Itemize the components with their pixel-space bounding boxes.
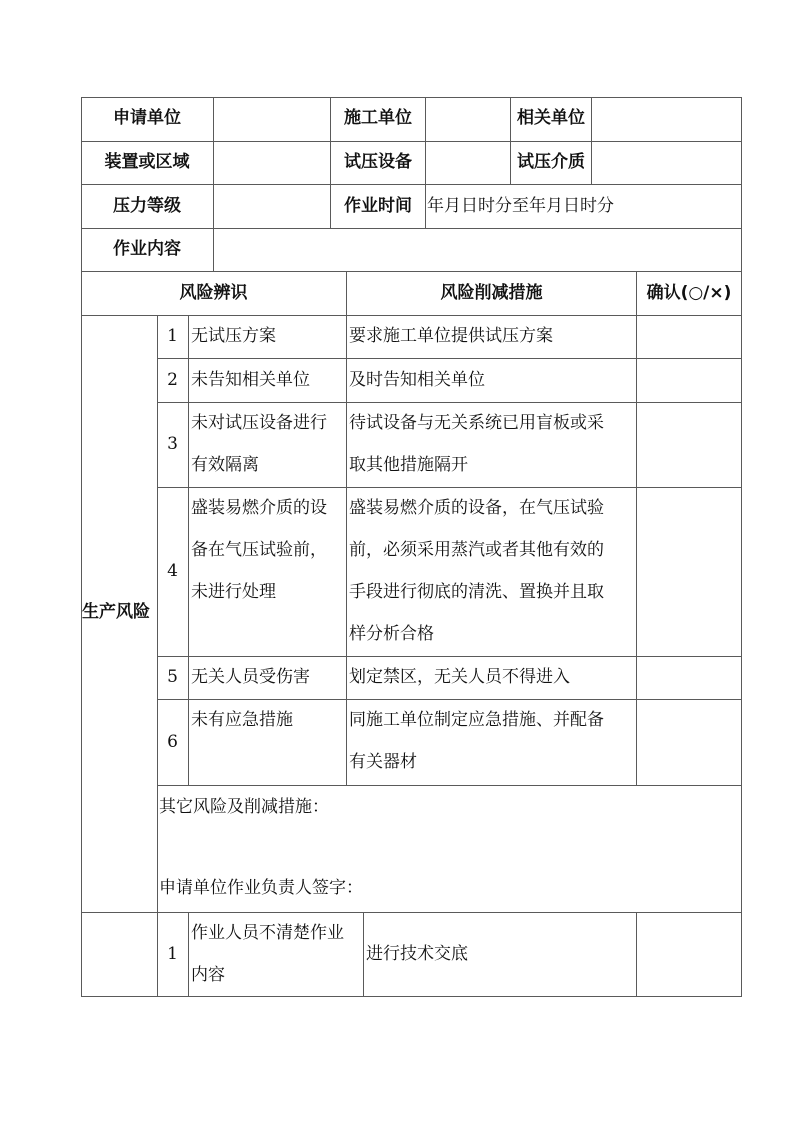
grid-line	[157, 315, 158, 912]
test-medium-field[interactable]	[592, 142, 741, 184]
applicant-label: 申请单位	[113, 108, 181, 128]
test-equipment-field[interactable]	[426, 142, 510, 184]
applicant-field[interactable]	[214, 98, 330, 141]
measure-text: 取其他措施隔开	[349, 455, 468, 475]
risk-text: 未告知相关单位	[191, 370, 310, 390]
work-time-value[interactable]: 年月日时分至年月日时分	[427, 196, 614, 216]
measure-text: 待试设备与无关系统已用盲板或采	[349, 413, 604, 433]
confirm-cell[interactable]	[637, 488, 741, 656]
item-number: 2	[167, 370, 178, 390]
risk-text: 盛装易燃介质的设	[191, 498, 327, 518]
measure-text: 样分析合格	[349, 624, 434, 644]
work-content-label: 作业内容	[113, 239, 181, 259]
grid-line	[188, 315, 189, 785]
risk-text: 未有应急措施	[191, 710, 293, 730]
confirm-cell[interactable]	[637, 657, 741, 699]
item-number: 1	[167, 326, 178, 346]
item-number: 6	[167, 732, 178, 752]
related-unit-field[interactable]	[592, 98, 741, 141]
grid-line	[346, 271, 347, 785]
risk-text: 无试压方案	[191, 326, 276, 346]
risk-identification-header: 风险辨识	[179, 283, 248, 303]
measure-text: 前，必须采用蒸汽或者其他有效的	[349, 540, 604, 560]
risk-text: 无关人员受伤害	[191, 667, 310, 687]
test-equipment-label: 试压设备	[344, 152, 412, 172]
pressure-level-field[interactable]	[214, 185, 330, 228]
grid-line	[363, 912, 364, 996]
measure-text: 盛装易燃介质的设备，在气压试验	[349, 498, 604, 518]
item-number: 5	[167, 667, 178, 687]
confirm-header: 确认(○/×)	[646, 283, 732, 303]
measure-text: 同施工单位制定应急措施、并配备	[349, 710, 604, 730]
confirm-cell[interactable]	[637, 359, 741, 402]
other-risks-field[interactable]	[158, 826, 741, 866]
confirm-cell[interactable]	[637, 403, 741, 487]
grid-line	[188, 912, 189, 996]
measure-text: 手段进行彻底的清洗、置换并且取	[349, 582, 604, 602]
contractor-field[interactable]	[426, 98, 510, 141]
risk-text: 未进行处理	[191, 582, 276, 602]
area-label: 装置或区域	[104, 152, 190, 172]
signature-label: 申请单位作业负责人签字：	[159, 878, 363, 898]
area-field[interactable]	[214, 142, 330, 184]
measure-text: 划定禁区，无关人员不得进入	[349, 667, 570, 687]
confirm-cell[interactable]	[637, 913, 741, 996]
risk-text: 未对试压设备进行	[191, 413, 327, 433]
measure-text: 进行技术交底	[366, 944, 468, 964]
related-unit-label: 相关单位	[517, 108, 585, 128]
contractor-label: 施工单位	[344, 108, 412, 128]
test-medium-label: 试压介质	[517, 152, 585, 172]
item-number: 4	[167, 561, 178, 581]
measure-text: 及时告知相关单位	[349, 370, 485, 390]
risk-text: 作业人员不清楚作业	[191, 923, 344, 943]
grid-line	[741, 97, 742, 997]
item-number: 1	[167, 944, 178, 964]
measure-text: 有关器材	[349, 752, 417, 772]
risk-text: 有效隔离	[191, 455, 259, 475]
risk-reduction-header: 风险削减措施	[440, 283, 543, 303]
confirm-cell[interactable]	[637, 316, 741, 358]
measure-text: 要求施工单位提供试压方案	[349, 326, 553, 346]
item-number: 3	[167, 434, 178, 454]
production-risk-label: 生产风险	[82, 602, 150, 622]
work-content-field[interactable]	[214, 229, 741, 271]
grid-line	[81, 996, 742, 997]
confirm-cell[interactable]	[637, 700, 741, 785]
risk-text: 内容	[191, 965, 225, 985]
pressure-level-label: 压力等级	[113, 196, 181, 216]
risk-text: 备在气压试验前，	[191, 540, 327, 560]
work-time-label: 作业时间	[344, 196, 412, 216]
other-risks-label: 其它风险及削减措施：	[159, 797, 329, 817]
